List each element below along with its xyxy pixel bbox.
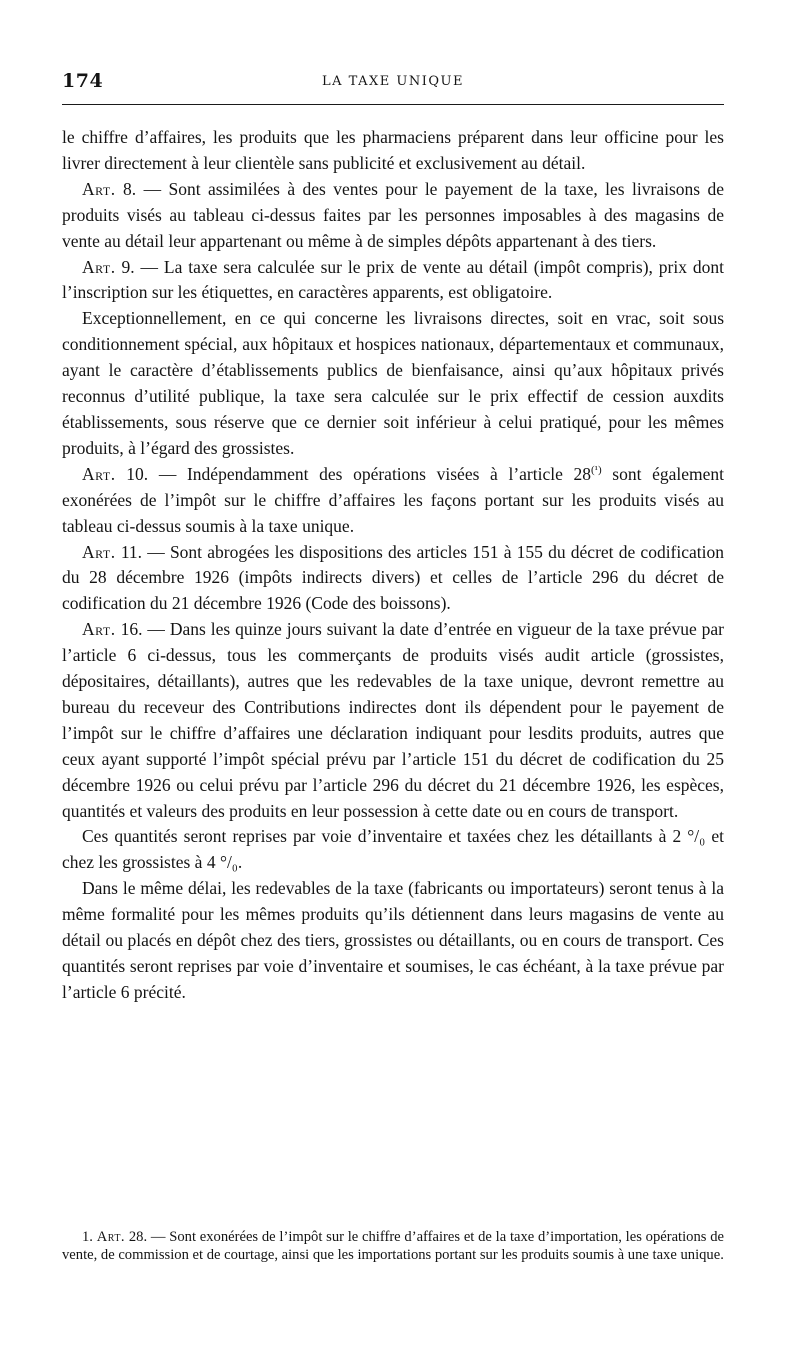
- paragraph-quantites: Ces quantités seront reprises par voie d’inventaire et taxées chez les détaillants à 2 °/₀ et chez les grossistes à 4 °/₀.: [62, 826, 724, 873]
- footnote-number: 1.: [82, 1229, 93, 1245]
- paragraph-exceptionnellement: Exceptionnellement, en ce qui concerne les livraisons directes, soit en vrac, soit sous conditionnement spécial, aux hôpitaux et hospices nationaux, départementaux et communaux, ayant le caractère d’établissements publics de bienfaisance, ainsi qu’aux hôpitaux privés reconnus d’utilité publique, la taxe sera calculée sur le prix effectif de cession auxdits établissements, sous réserve que ce dernier soit inférieur à celui pratiqué, pour les mêmes produits, à l’égard des grossistes.: [62, 308, 724, 458]
- footnote: [62, 1228, 724, 1264]
- article-label: Art.: [82, 256, 116, 277]
- paragraph-continuation: le chiffre d’affaires, les produits que les pharmaciens préparent dans leur officine pour les livrer directement à leur clientèle sans publicité et exclusivement au détail.: [62, 127, 724, 173]
- footnote-ref: (¹): [591, 463, 602, 476]
- article-text: — Dans les quinze jours suivant la date d’entrée en vigueur de la taxe prévue par l’article 6 ci-dessus, tous les commerçants de produits visés audit article (grossistes, dépositaires, détaillants), autres que les redevables de la taxe unique, devront remettre au bureau du receveur des Contributions indirectes dont ils dépendent pour le payement de l’impôt sur le chiffre d’affaires une déclaration indiquant pour lesdits produits, autres que ceux ayant supporté l’impôt spécial prévu par l’article 151 du décret de codification du 25 décembre 1926 ou celui prévu par l’article 296 du décret du 21 décembre 1926, les espèces, quantités et valeurs des produits en leur possession à cette date ou en cours de transport.: [62, 619, 725, 821]
- page-number: 174: [62, 70, 104, 92]
- article-16: [62, 617, 724, 824]
- paragraph-meme-delai: Dans le même délai, les redevables de la taxe (fabricants ou importateurs) seront tenus à la même formalité pour les mêmes produits qu’ils détiennent dans leurs magasins de vente au détail ou placés en dépôt chez des tiers, grossistes ou détaillants, ou en cours de transport. Ces quantités seront reprises par voie d’inventaire et soumises, le cas échéant, à la taxe prévue par l’article 6 précité.: [62, 878, 724, 1002]
- article-text: — La taxe sera calculée sur le prix de vente au détail (impôt compris), prix dont l’inscription sur les étiquettes, en caractères apparents, est obligatoire.: [62, 256, 724, 303]
- footnote-article-number: 28.: [128, 1229, 148, 1245]
- body-text: [62, 125, 724, 1006]
- article-text: — Sont assimilées à des ventes pour le payement de la taxe, les livraisons de produits visés au tableau ci-dessus faites par les personnes imposables à des magasins de vente au détail leur appartenant ou même à de simples dépôts appartenant à des tiers.: [62, 178, 724, 251]
- article-label: Art.: [82, 541, 116, 562]
- article-text: — Indépendamment des opérations visées à l’article 28: [158, 463, 592, 484]
- article-label: Art.: [82, 463, 116, 484]
- running-title: LA TAXE UNIQUE: [322, 74, 464, 89]
- header-rule: [62, 104, 724, 105]
- page-header: [62, 68, 724, 98]
- article-number: 11.: [120, 541, 143, 562]
- article-11: [62, 540, 724, 618]
- article-number: 8.: [123, 178, 137, 199]
- article-text: — Sont abrogées les dispositions des articles 151 à 155 du décret de codification du 28 décembre 1926 (impôts indirects divers) et celles de l’article 296 du décret de codification du 21 décembre 1926 (Code des boissons).: [62, 541, 724, 614]
- article-9: [62, 255, 724, 307]
- article-number: 10.: [126, 463, 149, 484]
- article-text: sont également exonérées de l’impôt sur le chiffre d’affaires les façons portant sur les produits visés au tableau ci-dessus soumis à la taxe unique.: [62, 463, 725, 536]
- article-label: Art.: [82, 178, 116, 199]
- article-10: [62, 462, 724, 540]
- article-number: 16.: [120, 619, 143, 640]
- article-8: [62, 177, 724, 255]
- article-label: Art.: [82, 619, 116, 640]
- article-number: 9.: [121, 256, 135, 277]
- footnote-text: — Sont exonérées de l’impôt sur le chiffre d’affaires et de la taxe d’importation, les opérations de vente, de commission et de courtage, ainsi que les importations portant sur les produits soumis à une taxe unique.: [62, 1229, 724, 1264]
- footnote-article-label: Art.: [96, 1229, 126, 1245]
